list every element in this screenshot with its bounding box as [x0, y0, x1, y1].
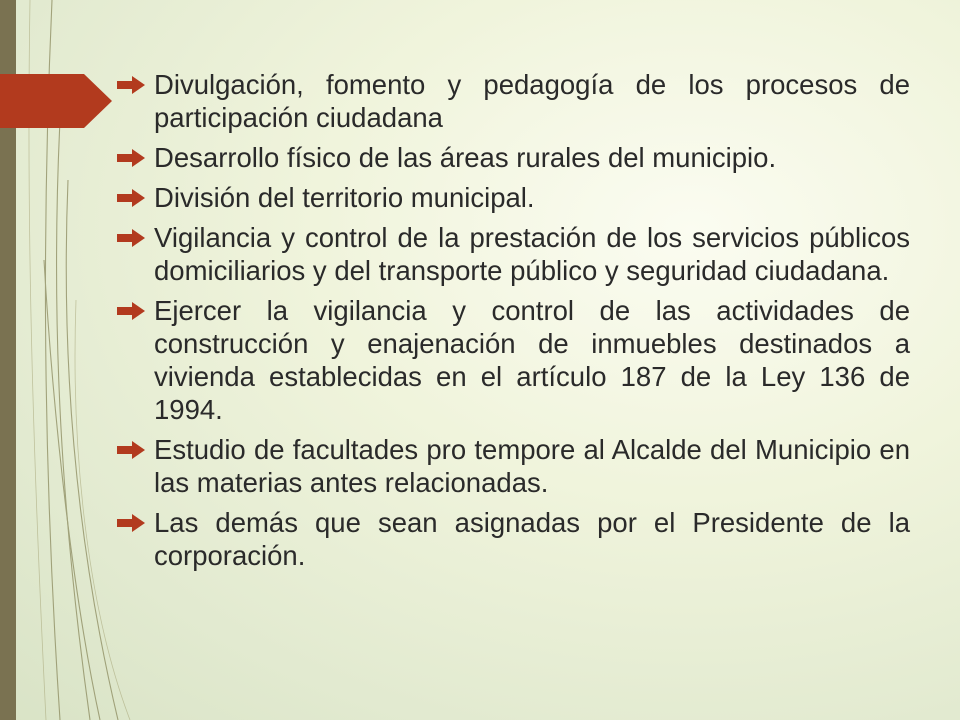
bullet-text: Vigilancia y control de la prestación de los servicios públicos domiciliarios y del transporte público y seguridad ciudadana.: [154, 222, 910, 286]
right-arrow-icon: [116, 189, 146, 207]
right-arrow-icon: [116, 76, 146, 94]
bullet-item: [112, 68, 910, 134]
bullet-text: Las demás que sean asignadas por el Presidente de la corporación.: [154, 507, 910, 571]
right-arrow-icon: [116, 514, 146, 532]
right-arrow-icon: [116, 149, 146, 167]
right-arrow-icon: [116, 302, 146, 320]
bullet-text: Divulgación, fomento y pedagogía de los procesos de participación ciudadana: [154, 69, 910, 133]
bullet-item: [112, 294, 910, 426]
bullet-item: [112, 141, 910, 174]
bullet-text: Desarrollo físico de las áreas rurales del municipio.: [154, 142, 777, 173]
accent-tab: [0, 74, 112, 128]
bullet-text: Estudio de facultades pro tempore al Alcalde del Municipio en las materias antes relacionadas.: [154, 434, 910, 498]
bullet-text: Ejercer la vigilancia y control de las actividades de construcción y enajenación de inmuebles destinados a vivienda establecidas en el artículo 187 de la Ley 136 de 1994.: [154, 295, 910, 425]
right-arrow-icon: [116, 441, 146, 459]
bullet-text: División del territorio municipal.: [154, 182, 535, 213]
bullet-item: [112, 221, 910, 287]
right-arrow-icon: [116, 229, 146, 247]
bullet-item: [112, 433, 910, 499]
bullet-list: [112, 68, 910, 579]
bullet-item: [112, 181, 910, 214]
bullet-item: [112, 506, 910, 572]
